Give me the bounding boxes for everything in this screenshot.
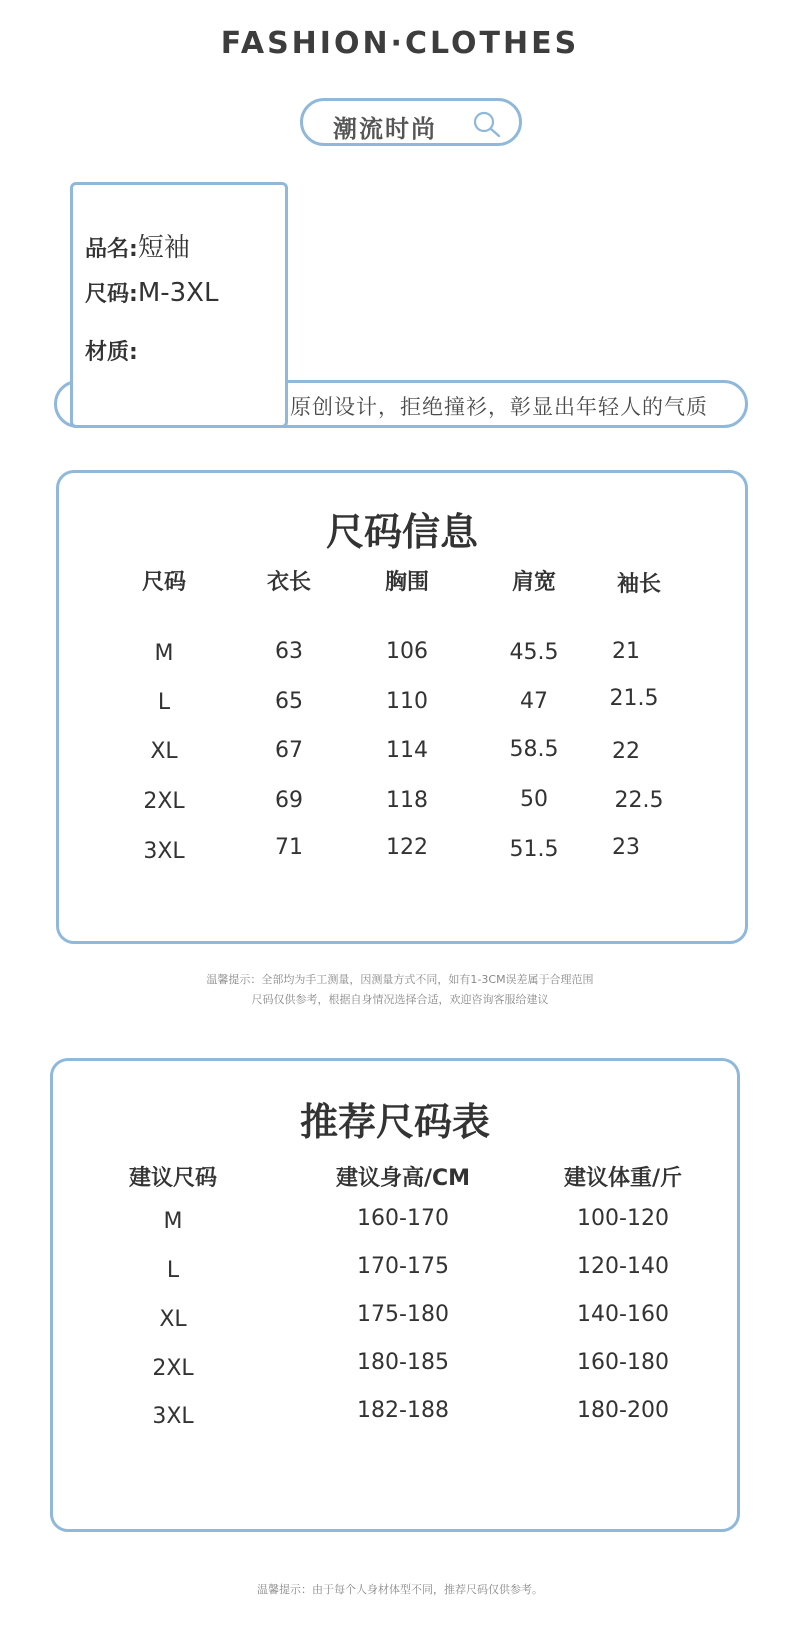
- product-material-row: [85, 335, 138, 366]
- sleeve-col-header: 袖长: [616, 572, 661, 597]
- size-info-note-line1: 温馨提示：全部均为手工测量，因测量方式不同，如有1-3CM误差属于合理范围: [206, 973, 594, 986]
- table-cell: 51.5: [509, 837, 559, 862]
- brand-title: FASHION·CLOTHES: [220, 26, 580, 61]
- product-size-label: 尺码:: [85, 282, 138, 307]
- table-cell: 47: [520, 689, 548, 714]
- table-cell: 160-170: [357, 1206, 449, 1231]
- product-material-label: 材质:: [85, 340, 138, 365]
- chest-col-header: 胸围: [384, 570, 429, 595]
- table-cell: 170-175: [357, 1254, 449, 1279]
- recommend-title: 推荐尺码表: [299, 1100, 490, 1144]
- table-cell: M: [154, 641, 174, 666]
- product-size-value: M-3XL: [137, 278, 219, 308]
- table-cell: 23: [612, 835, 640, 860]
- table-cell: 3XL: [152, 1404, 194, 1429]
- table-cell: 110: [386, 689, 428, 714]
- table-cell: 58.5: [509, 737, 559, 762]
- recommend-note: 温馨提示：由于每个人身材体型不同，推荐尺码仅供参考。: [257, 1583, 543, 1596]
- table-cell: 118: [386, 788, 428, 813]
- table-cell: 182-188: [357, 1398, 449, 1423]
- table-cell: XL: [159, 1307, 187, 1332]
- search-pill[interactable]: [300, 98, 522, 146]
- table-cell: 120-140: [577, 1254, 669, 1279]
- table-cell: L: [166, 1258, 180, 1283]
- table-cell: L: [157, 690, 171, 715]
- length-col-header: 衣长: [266, 570, 311, 595]
- product-info-box: [70, 182, 288, 428]
- product-name-value: 短袖: [137, 233, 190, 263]
- size-info-note: [0, 970, 800, 1010]
- table-cell: 65: [275, 689, 303, 714]
- size-info-note-line2: 尺码仅供参考，根据自身情况选择合适，欢迎咨询客服给建议: [251, 993, 549, 1006]
- search-icon: [471, 110, 503, 138]
- table-cell: 140-160: [577, 1302, 669, 1327]
- table-cell: 22.5: [614, 788, 664, 813]
- table-cell: 2XL: [152, 1356, 194, 1381]
- table-cell: 50: [520, 787, 548, 812]
- table-cell: 175-180: [357, 1302, 449, 1327]
- product-name-label: 品名:: [85, 237, 138, 262]
- product-name-row: [85, 227, 190, 264]
- product-size-row: [85, 277, 218, 308]
- rec-weight-col-header: 建议体重/斤: [563, 1166, 683, 1191]
- rec-height-col-header: 建议身高/CM: [335, 1166, 471, 1191]
- table-cell: 63: [275, 639, 303, 664]
- table-cell: 22: [612, 739, 640, 764]
- rec-size-col-header: 建议尺码: [128, 1166, 217, 1191]
- table-cell: 180-185: [357, 1350, 449, 1375]
- size-info-title: 尺码信息: [325, 510, 478, 554]
- search-label: 潮流时尚: [333, 115, 437, 143]
- table-cell: 106: [386, 639, 428, 664]
- table-cell: 100-120: [577, 1206, 669, 1231]
- slogan-text: 原创设计，拒绝撞衫，彰显出年轻人的气质: [290, 395, 708, 419]
- table-cell: 71: [275, 835, 303, 860]
- table-cell: 21: [612, 639, 640, 664]
- table-cell: 3XL: [143, 839, 185, 864]
- shoulder-col-header: 肩宽: [511, 570, 556, 595]
- table-cell: 122: [386, 835, 428, 860]
- size-col-header: 尺码: [141, 570, 186, 595]
- size-info-card: [56, 470, 748, 944]
- table-cell: 180-200: [577, 1398, 669, 1423]
- table-cell: 114: [386, 738, 428, 763]
- table-cell: 67: [275, 738, 303, 763]
- table-cell: 45.5: [509, 640, 559, 665]
- table-cell: 2XL: [143, 789, 185, 814]
- table-cell: 69: [275, 788, 303, 813]
- table-cell: XL: [150, 739, 178, 764]
- recommend-card: [50, 1058, 740, 1532]
- table-cell: M: [163, 1209, 183, 1234]
- table-cell: 21.5: [609, 686, 659, 711]
- table-cell: 160-180: [577, 1350, 669, 1375]
